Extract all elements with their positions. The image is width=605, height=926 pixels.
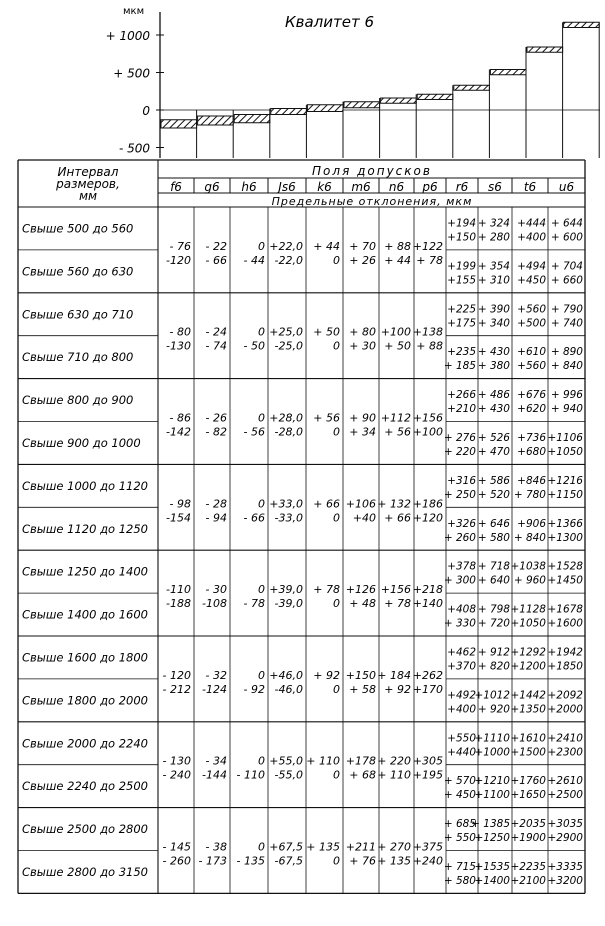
size-interval-label: Свыше 500 до 560 bbox=[22, 221, 134, 236]
deviation-upper: +1528 bbox=[547, 560, 583, 573]
deviation-lower: 0 bbox=[333, 854, 340, 868]
deviation-upper: + 92 bbox=[313, 668, 340, 682]
deviation-lower: +2100 bbox=[510, 874, 546, 887]
deviation-upper: +28,0 bbox=[269, 411, 303, 425]
deviation-lower: +440 bbox=[447, 746, 476, 759]
deviation-lower: + 660 bbox=[550, 274, 583, 287]
deviation-upper: + 110 bbox=[306, 754, 340, 768]
y-tick-label: + 1000 bbox=[105, 29, 150, 43]
deviation-lower: + 920 bbox=[477, 703, 510, 716]
deviation-upper: +408 bbox=[447, 603, 476, 616]
deviation-upper: + 430 bbox=[477, 346, 510, 359]
deviation-upper: - 28 bbox=[205, 497, 227, 511]
deviation-lower: - 74 bbox=[205, 339, 227, 353]
deviation-upper: + 685 bbox=[443, 818, 476, 831]
deviation-lower: +620 bbox=[517, 403, 546, 416]
deviation-upper: + 390 bbox=[477, 303, 510, 316]
deviation-lower: +680 bbox=[517, 445, 546, 458]
deviation-upper: + 715 bbox=[443, 860, 476, 873]
deviation-lower: + 76 bbox=[349, 854, 376, 868]
deviation-lower: +1900 bbox=[510, 832, 546, 845]
deviation-upper: - 145 bbox=[162, 840, 191, 854]
deviation-upper: +1210 bbox=[474, 775, 510, 788]
size-interval-label: Свыше 1120 до 1250 bbox=[22, 521, 148, 536]
deviation-lower: +1350 bbox=[510, 703, 546, 716]
deviation-lower: + 640 bbox=[477, 574, 510, 587]
column-header-k6: k6 bbox=[317, 180, 332, 194]
header-interval: Интервал bbox=[57, 165, 119, 179]
size-interval-label: Свыше 710 до 800 bbox=[22, 350, 134, 365]
deviation-lower: + 110 bbox=[377, 768, 411, 782]
deviation-lower: +1100 bbox=[474, 789, 510, 802]
deviation-lower: - 92 bbox=[243, 682, 265, 696]
deviation-lower: + 780 bbox=[513, 488, 546, 501]
size-interval-label: Свыше 800 до 900 bbox=[22, 393, 134, 408]
size-interval-label: Свыше 560 до 630 bbox=[22, 264, 134, 279]
deviation-upper: +126 bbox=[345, 583, 376, 597]
deviation-upper: +1128 bbox=[510, 603, 546, 616]
deviation-upper: +122 bbox=[412, 239, 443, 253]
deviation-lower: + 26 bbox=[349, 253, 376, 267]
deviation-upper: + 486 bbox=[477, 389, 510, 402]
deviation-lower: + 92 bbox=[384, 682, 411, 696]
deviation-lower: +150 bbox=[447, 231, 476, 244]
deviation-lower: + 135 bbox=[377, 854, 411, 868]
deviation-upper: + 88 bbox=[384, 239, 411, 253]
deviation-upper: +316 bbox=[447, 474, 476, 487]
deviation-upper: + 586 bbox=[477, 474, 510, 487]
chart-title: Квалитет 6 bbox=[285, 13, 375, 31]
y-axis-unit: мкм bbox=[123, 6, 145, 17]
deviation-upper: +150 bbox=[345, 668, 376, 682]
deviation-upper: 0 bbox=[258, 411, 265, 425]
deviation-upper: + 135 bbox=[306, 840, 340, 854]
deviation-lower: - 66 bbox=[243, 511, 265, 525]
deviation-upper: + 996 bbox=[550, 389, 583, 402]
deviation-upper: +550 bbox=[447, 732, 476, 745]
deviation-upper: +25,0 bbox=[269, 325, 303, 339]
deviation-lower: +170 bbox=[412, 682, 443, 696]
deviation-lower: -28,0 bbox=[274, 425, 303, 439]
deviation-upper: +1292 bbox=[510, 646, 546, 659]
size-interval-label: Свыше 630 до 710 bbox=[22, 307, 134, 322]
deviation-lower: +400 bbox=[447, 703, 476, 716]
column-header-g6: g6 bbox=[204, 180, 220, 194]
deviation-lower: -25,0 bbox=[274, 339, 303, 353]
deviation-upper: +225 bbox=[447, 303, 476, 316]
deviation-upper: +100 bbox=[380, 325, 411, 339]
deviation-upper: +326 bbox=[447, 517, 476, 530]
deviation-upper: +492 bbox=[447, 689, 476, 702]
deviation-upper: + 132 bbox=[377, 497, 411, 511]
deviation-upper: + 890 bbox=[550, 346, 583, 359]
deviation-upper: +444 bbox=[517, 217, 546, 230]
size-interval-label: Свыше 2240 до 2500 bbox=[22, 779, 148, 794]
deviation-lower: +1650 bbox=[510, 789, 546, 802]
deviation-lower: + 430 bbox=[477, 403, 510, 416]
deviation-upper: + 270 bbox=[377, 840, 411, 854]
deviation-lower: - 94 bbox=[205, 511, 227, 525]
deviation-lower: + 820 bbox=[477, 660, 510, 673]
deviation-upper: + 646 bbox=[477, 517, 510, 530]
deviation-upper: 0 bbox=[258, 325, 265, 339]
deviation-lower: - 240 bbox=[162, 768, 191, 782]
deviation-lower: + 330 bbox=[443, 617, 476, 630]
deviation-upper: +156 bbox=[412, 411, 443, 425]
deviation-lower: - 110 bbox=[236, 768, 265, 782]
deviation-lower: -46,0 bbox=[274, 682, 303, 696]
deviation-upper: +378 bbox=[447, 560, 476, 573]
deviation-upper: +1942 bbox=[547, 646, 583, 659]
deviation-lower: + 520 bbox=[477, 488, 510, 501]
y-tick-label: - 500 bbox=[118, 141, 150, 156]
deviation-upper: +494 bbox=[517, 260, 546, 273]
deviation-lower: - 260 bbox=[162, 854, 191, 868]
column-header-m6: m6 bbox=[351, 180, 371, 194]
deviation-lower: + 260 bbox=[443, 531, 476, 544]
deviation-lower: +40 bbox=[352, 511, 376, 525]
deviation-upper: 0 bbox=[258, 840, 265, 854]
deviation-lower: 0 bbox=[333, 768, 340, 782]
deviation-upper: +1535 bbox=[474, 860, 510, 873]
deviation-lower: + 185 bbox=[443, 360, 476, 373]
deviation-upper: +1216 bbox=[547, 474, 583, 487]
deviation-lower: 0 bbox=[333, 339, 340, 353]
deviation-upper: +39,0 bbox=[269, 583, 303, 597]
deviation-lower: + 50 bbox=[384, 339, 411, 353]
deviation-upper: +676 bbox=[517, 389, 546, 402]
deviation-upper: +3035 bbox=[547, 818, 583, 831]
deviation-upper: +1366 bbox=[547, 517, 583, 530]
deviation-lower: +1850 bbox=[547, 660, 583, 673]
deviation-upper: + 912 bbox=[477, 646, 510, 659]
deviation-lower: + 580 bbox=[477, 531, 510, 544]
deviation-lower: - 135 bbox=[236, 854, 265, 868]
deviation-upper: +106 bbox=[345, 497, 376, 511]
deviation-lower: + 470 bbox=[477, 445, 510, 458]
deviation-upper: - 32 bbox=[205, 668, 227, 682]
header-fields: Поля допусков bbox=[312, 164, 432, 178]
deviation-upper: +305 bbox=[412, 754, 443, 768]
column-header-u6: u6 bbox=[558, 180, 575, 194]
deviation-lower: + 840 bbox=[513, 531, 546, 544]
deviation-lower: +3200 bbox=[547, 874, 583, 887]
deviation-upper: + 66 bbox=[313, 497, 340, 511]
deviation-lower: 0 bbox=[333, 511, 340, 525]
deviation-lower: +400 bbox=[517, 231, 546, 244]
deviation-lower: 0 bbox=[333, 425, 340, 439]
column-header-h6: h6 bbox=[241, 180, 257, 194]
deviation-lower: -108 bbox=[202, 597, 227, 611]
size-interval-label: Свыше 2800 до 3150 bbox=[22, 864, 148, 879]
deviation-lower: -55,0 bbox=[274, 768, 303, 782]
deviation-lower: +1050 bbox=[547, 445, 583, 458]
size-interval-label: Свыше 1800 до 2000 bbox=[22, 693, 148, 708]
deviation-upper: - 34 bbox=[205, 754, 227, 768]
deviation-upper: +218 bbox=[412, 583, 443, 597]
deviation-lower: +500 bbox=[517, 317, 546, 330]
deviation-lower: + 88 bbox=[416, 339, 443, 353]
deviation-upper: -110 bbox=[166, 583, 191, 597]
deviation-lower: +195 bbox=[412, 768, 443, 782]
deviation-upper: +67,5 bbox=[269, 840, 303, 854]
deviation-upper: + 70 bbox=[349, 239, 376, 253]
deviation-lower: +1250 bbox=[474, 832, 510, 845]
deviation-lower: +210 bbox=[447, 403, 476, 416]
deviation-upper: - 38 bbox=[205, 840, 227, 854]
deviation-lower: +155 bbox=[447, 274, 476, 287]
deviation-lower: + 550 bbox=[443, 832, 476, 845]
deviation-lower: 0 bbox=[333, 682, 340, 696]
deviation-lower: -67,5 bbox=[274, 854, 303, 868]
deviation-lower: 0 bbox=[333, 253, 340, 267]
column-header-s6: s6 bbox=[488, 180, 502, 194]
deviation-lower: - 66 bbox=[205, 253, 227, 267]
size-interval-label: Свыше 900 до 1000 bbox=[22, 435, 141, 450]
deviation-upper: +1678 bbox=[547, 603, 583, 616]
deviation-lower: - 44 bbox=[243, 253, 265, 267]
deviation-lower: +560 bbox=[517, 360, 546, 373]
deviation-upper: + 570 bbox=[443, 775, 476, 788]
column-header-r6: r6 bbox=[455, 180, 469, 194]
deviation-lower: + 78 bbox=[416, 253, 443, 267]
deviation-upper: +22,0 bbox=[269, 239, 303, 253]
deviation-lower: + 68 bbox=[349, 768, 376, 782]
deviation-lower: + 250 bbox=[443, 488, 476, 501]
size-interval-label: Свыше 1400 до 1600 bbox=[22, 607, 148, 622]
deviation-lower: + 280 bbox=[477, 231, 510, 244]
deviation-upper: +846 bbox=[517, 474, 546, 487]
deviation-lower: - 173 bbox=[198, 854, 227, 868]
column-header-f6: f6 bbox=[170, 180, 182, 194]
deviation-upper: - 22 bbox=[205, 239, 227, 253]
deviation-lower: + 56 bbox=[384, 425, 411, 439]
deviation-lower: + 840 bbox=[550, 360, 583, 373]
deviation-lower: -144 bbox=[202, 768, 227, 782]
deviation-lower: - 56 bbox=[243, 425, 265, 439]
deviation-lower: - 212 bbox=[162, 682, 191, 696]
deviation-upper: +560 bbox=[517, 303, 546, 316]
deviation-lower: +1400 bbox=[474, 874, 510, 887]
deviation-upper: +194 bbox=[447, 217, 476, 230]
deviation-upper: - 30 bbox=[205, 583, 227, 597]
deviation-lower: + 580 bbox=[443, 874, 476, 887]
deviation-lower: +1450 bbox=[547, 574, 583, 587]
deviation-upper: +55,0 bbox=[269, 754, 303, 768]
deviation-upper: - 120 bbox=[162, 668, 191, 682]
deviation-lower: -33,0 bbox=[274, 511, 303, 525]
deviation-upper: +1610 bbox=[510, 732, 546, 745]
deviation-lower: + 48 bbox=[349, 597, 376, 611]
deviation-upper: +1038 bbox=[510, 560, 546, 573]
deviation-lower: +140 bbox=[412, 597, 443, 611]
deviation-upper: + 50 bbox=[313, 325, 340, 339]
deviation-upper: - 98 bbox=[169, 497, 191, 511]
deviation-lower: - 50 bbox=[243, 339, 265, 353]
deviation-upper: +33,0 bbox=[269, 497, 303, 511]
deviation-upper: - 130 bbox=[162, 754, 191, 768]
deviation-upper: + 90 bbox=[349, 411, 376, 425]
deviation-upper: +736 bbox=[517, 431, 546, 444]
deviation-lower: -130 bbox=[166, 339, 191, 353]
column-header-n6: n6 bbox=[388, 180, 405, 194]
deviation-upper: 0 bbox=[258, 668, 265, 682]
header-interval: размеров, bbox=[56, 177, 120, 191]
deviation-lower: - 78 bbox=[243, 597, 265, 611]
deviation-upper: 0 bbox=[258, 583, 265, 597]
deviation-upper: + 276 bbox=[443, 431, 476, 444]
deviation-lower: -142 bbox=[166, 425, 191, 439]
deviation-lower: + 940 bbox=[550, 403, 583, 416]
deviation-lower: + 600 bbox=[550, 231, 583, 244]
deviation-lower: +1150 bbox=[547, 488, 583, 501]
deviation-upper: +235 bbox=[447, 346, 476, 359]
deviation-upper: +2035 bbox=[510, 818, 546, 831]
deviation-lower: + 30 bbox=[349, 339, 376, 353]
header-interval: мм bbox=[78, 189, 98, 203]
deviation-lower: +1200 bbox=[510, 660, 546, 673]
deviation-lower: +100 bbox=[412, 425, 443, 439]
deviation-upper: +156 bbox=[380, 583, 411, 597]
deviation-upper: +462 bbox=[447, 646, 476, 659]
deviation-lower: -120 bbox=[166, 253, 191, 267]
deviation-upper: + 354 bbox=[477, 260, 510, 273]
deviation-lower: +1600 bbox=[547, 617, 583, 630]
deviation-upper: + 324 bbox=[477, 217, 510, 230]
deviation-lower: + 58 bbox=[349, 682, 376, 696]
deviation-lower: + 78 bbox=[384, 597, 411, 611]
column-header-Js6: Js6 bbox=[278, 180, 296, 194]
deviation-upper: + 56 bbox=[313, 411, 340, 425]
size-interval-label: Свыше 2000 до 2240 bbox=[22, 736, 148, 751]
deviation-upper: + 80 bbox=[349, 325, 376, 339]
deviation-upper: - 26 bbox=[205, 411, 227, 425]
deviation-upper: +1106 bbox=[547, 431, 583, 444]
deviation-lower: -154 bbox=[166, 511, 191, 525]
deviation-upper: 0 bbox=[258, 239, 265, 253]
deviation-upper: +906 bbox=[517, 517, 546, 530]
deviation-upper: 0 bbox=[258, 754, 265, 768]
size-interval-label: Свыше 2500 до 2800 bbox=[22, 822, 148, 837]
y-tick-label: 0 bbox=[142, 104, 150, 118]
deviation-lower: + 380 bbox=[477, 360, 510, 373]
deviation-upper: + 526 bbox=[477, 431, 510, 444]
size-interval-label: Свыше 1000 до 1120 bbox=[22, 478, 148, 493]
deviation-upper: +2092 bbox=[547, 689, 583, 702]
deviation-upper: - 80 bbox=[169, 325, 191, 339]
deviation-lower: +120 bbox=[412, 511, 443, 525]
deviation-lower: +175 bbox=[447, 317, 476, 330]
deviation-lower: + 300 bbox=[443, 574, 476, 587]
deviation-lower: + 44 bbox=[384, 253, 411, 267]
deviation-lower: +1000 bbox=[474, 746, 510, 759]
deviation-lower: +2500 bbox=[547, 789, 583, 802]
deviation-lower: + 340 bbox=[477, 317, 510, 330]
deviation-lower: +2000 bbox=[547, 703, 583, 716]
deviation-upper: +610 bbox=[517, 346, 546, 359]
deviation-upper: + 704 bbox=[550, 260, 583, 273]
deviation-lower: -124 bbox=[202, 682, 227, 696]
y-tick-label: + 500 bbox=[113, 66, 150, 81]
deviation-upper: + 220 bbox=[377, 754, 411, 768]
deviation-lower: +1500 bbox=[510, 746, 546, 759]
deviation-upper: - 76 bbox=[169, 239, 191, 253]
deviation-upper: +178 bbox=[345, 754, 376, 768]
deviation-upper: +1110 bbox=[474, 732, 510, 745]
deviation-lower: -22,0 bbox=[274, 253, 303, 267]
deviation-upper: + 44 bbox=[313, 239, 340, 253]
deviation-upper: + 1385 bbox=[471, 818, 510, 831]
deviation-upper: +1012 bbox=[474, 689, 510, 702]
deviation-upper: +211 bbox=[345, 840, 376, 854]
deviation-upper: 0 bbox=[258, 497, 265, 511]
deviation-lower: + 740 bbox=[550, 317, 583, 330]
deviation-upper: + 798 bbox=[477, 603, 510, 616]
deviation-upper: + 78 bbox=[313, 583, 340, 597]
deviation-lower: + 220 bbox=[443, 445, 476, 458]
deviation-upper: +186 bbox=[412, 497, 443, 511]
deviation-lower: +2300 bbox=[547, 746, 583, 759]
deviation-lower: -39,0 bbox=[274, 597, 303, 611]
size-interval-label: Свыше 1600 до 1800 bbox=[22, 650, 148, 665]
size-interval-label: Свыше 1250 до 1400 bbox=[22, 564, 148, 579]
deviation-upper: + 790 bbox=[550, 303, 583, 316]
deviation-lower: +1050 bbox=[510, 617, 546, 630]
deviation-lower: +1300 bbox=[547, 531, 583, 544]
deviation-upper: +375 bbox=[412, 840, 443, 854]
deviation-lower: 0 bbox=[333, 597, 340, 611]
deviation-lower: +240 bbox=[412, 854, 443, 868]
deviation-upper: +2610 bbox=[547, 775, 583, 788]
deviation-upper: +46,0 bbox=[269, 668, 303, 682]
column-header-p6: p6 bbox=[422, 180, 438, 194]
deviation-lower: + 720 bbox=[477, 617, 510, 630]
deviation-upper: + 184 bbox=[377, 668, 411, 682]
deviation-upper: +266 bbox=[447, 389, 476, 402]
deviation-upper: - 24 bbox=[205, 325, 227, 339]
deviation-upper: +3335 bbox=[547, 860, 583, 873]
deviation-upper: +262 bbox=[412, 668, 443, 682]
column-header-t6: t6 bbox=[523, 180, 537, 194]
deviation-lower: +450 bbox=[517, 274, 546, 287]
deviation-lower: +2900 bbox=[547, 832, 583, 845]
deviation-upper: +2410 bbox=[547, 732, 583, 745]
deviation-upper: +1760 bbox=[510, 775, 546, 788]
deviation-lower: +370 bbox=[447, 660, 476, 673]
deviation-upper: +199 bbox=[447, 260, 476, 273]
deviation-upper: +2235 bbox=[510, 860, 546, 873]
deviation-lower: + 450 bbox=[443, 789, 476, 802]
deviation-upper: + 718 bbox=[477, 560, 510, 573]
deviation-lower: + 66 bbox=[384, 511, 411, 525]
deviation-upper: + 644 bbox=[550, 217, 583, 230]
deviation-lower: -188 bbox=[166, 597, 191, 611]
deviation-upper: +112 bbox=[380, 411, 411, 425]
deviation-upper: +138 bbox=[412, 325, 443, 339]
deviation-upper: - 86 bbox=[169, 411, 191, 425]
deviation-lower: + 34 bbox=[349, 425, 376, 439]
deviation-lower: + 960 bbox=[513, 574, 546, 587]
header-deviations: Предельные отклонения, мкм bbox=[271, 195, 473, 208]
deviation-lower: - 82 bbox=[205, 425, 227, 439]
deviation-upper: +1442 bbox=[510, 689, 546, 702]
deviation-lower: + 310 bbox=[477, 274, 510, 287]
